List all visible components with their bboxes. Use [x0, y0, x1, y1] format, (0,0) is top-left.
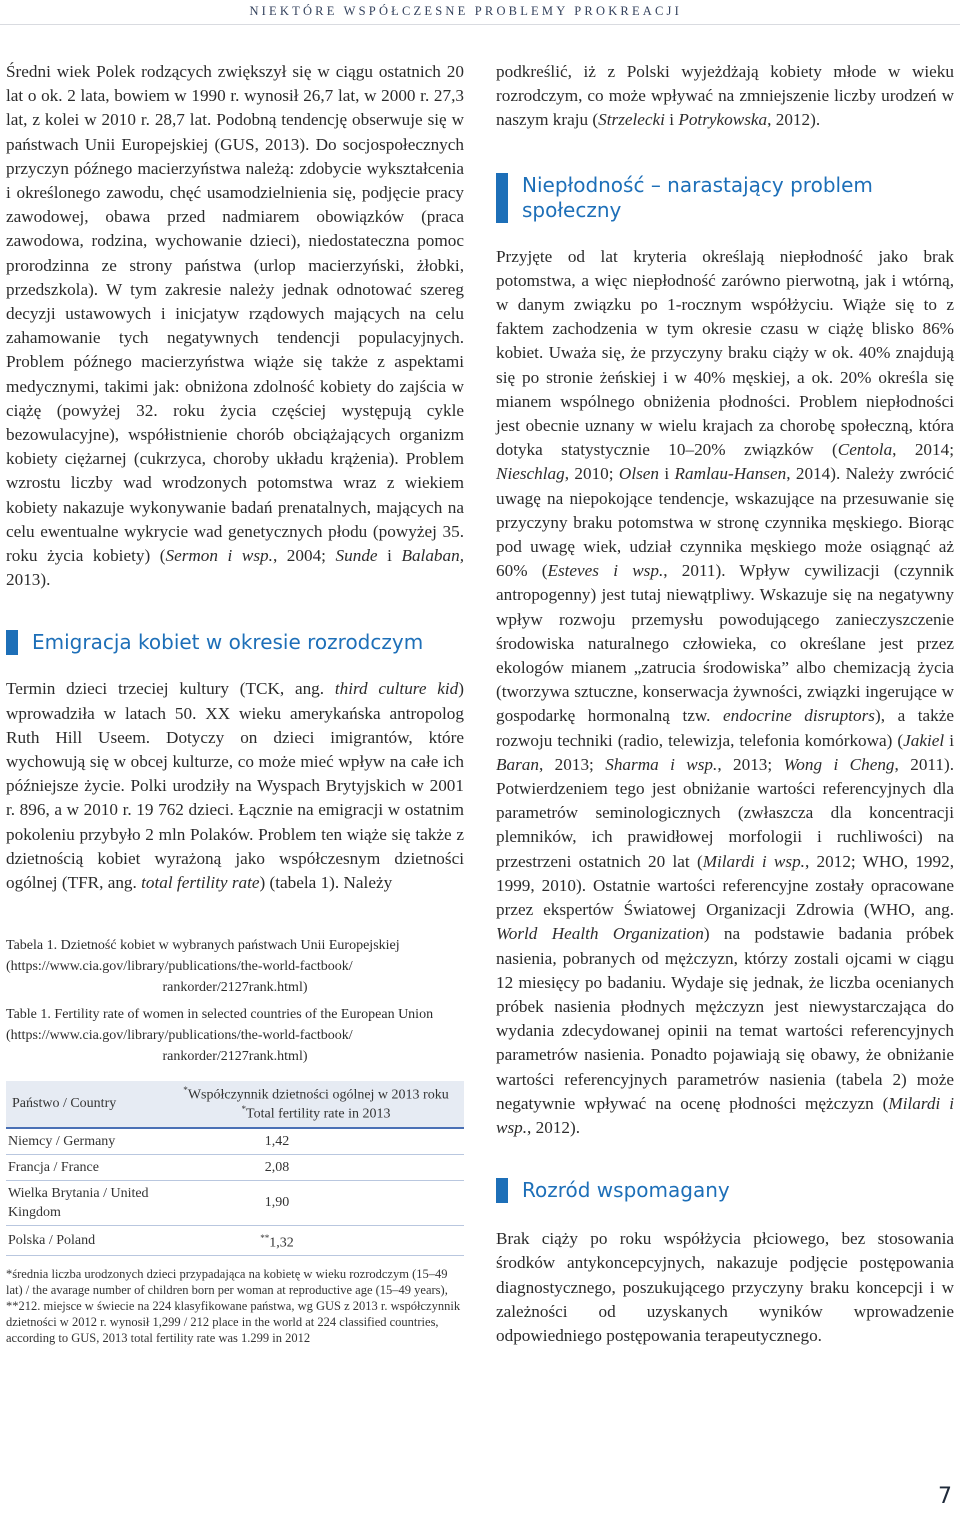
fertility-table: [6, 1081, 464, 1256]
cell-country: Wielka Brytania / United Kingdom: [6, 1180, 168, 1225]
cell-value: 2,08: [168, 1154, 464, 1180]
paragraph-late-motherhood: Średni wiek Polek rodzących zwiększył się w ciągu ostatnich 20 lat o ok. 2 lata, bowiem w 1990 r. wynosił 26,7 lat, w 2000 r. 27,3 lat, z kolei w 2010 r. 28,7 lat. Podobną tendencję obserwuje się w państwach Unii Europejskiej (GUS, 2013). Do socjospołecznych przyczyn późnego macierzyństwa należą: zdobycie wykształcenia i określonego zawodu, chęć usamodzielnienia się, podjęcie pracy zawodowej, obawa przed nadmiarem obowiązków (praca zawodowa, rodzina, wychowanie dzieci), niedostateczna pomoc prorodzinna ze strony państwa (urlop macierzyński, żłobki, przedszkola). W tym zakresie należy jednak odnotować szereg decyzji ustawowych i inicjatyw rządowych mających na celu zahamowanie tych negatywnych tendencji populacyjnych. Problem późnego macierzyństwa wiąże się także z aspektami medycznymi, takimi jak: obniżona zdolność kobiety do zajścia w ciążę (powyżej 32. roku życia częściej występują cykle bezowulacyjne), współistnienie chorób obciążających organizm kobiety ciężarnej (cukrzyca, choroby układu krążenia). Problem wzrostu liczby wad wrodzonych potomstwa wraz z wiekiem kobiety nakazuje wykonywanie badań prenatalnych, mających na celu ewentualne wykrycie wad genetycznych płodu (powyżej 35. roku życia kobiety) (Sermon i wsp., 2004; Sunde i Balaban, 2013).: [6, 62, 465, 590]
table-row: [6, 1180, 464, 1225]
paragraph-emigration: Termin dzieci trzeciej kultury (TCK, ang. third culture kid) wprowadziła w latach 50. XX wieku amerykańska antropolog Ruth Hill Useem. Dotyczy on dzieci imigrantów, które wychowują się w obcej kulturze, co może mieć wpływ na całe ich późniejsze życie. Polki urodziły na Wyspach Brytyjskich w 2001 r. 896, a w 2010 r. 19 762 dzieci. Łącznie na emigracji w ostatnim pokoleniu przybyło 2 mln Polaków. Problem ten wiąże się także z dzietnością kobiet wyrażoną jako współczesnym dzietności ogólnej (TFR, ang. total fertility rate) (tabela 1). Należy: [6, 679, 464, 893]
footnote-asterisk: *średnia liczba urodzonych dzieci przypadająca na kobietę w wieku rozrodczym (15–49 lat) / the avarage number of children born per woman at reproductive age (15–49 years),: [6, 1267, 448, 1298]
heading-emigration: Emigracja kobiet w okresie rozrodczym: [6, 630, 464, 655]
table-caption-en: Table 1. Fertility rate of women in selected countries of the European Union (https://www.cia.gov/library/publications/the-world-factbook/ rankorder/2127rank.html): [6, 1007, 434, 1065]
paragraph-assisted-reproduction: Brak ciąży po roku współżycia płciowego, bez stosowania środków antykoncepcyjnych, nakazuje podjęcie postępowania diagnostycznego, poszukującego przyczyny braku koncepcji i w zależności od uzyskanych wyników wprowadzenie odpowiedniego postępowania terapeutycznego.: [496, 1229, 954, 1345]
cell-country: Francja / France: [6, 1154, 168, 1180]
right-column: [496, 60, 954, 1348]
cell-country: Polska / Poland: [6, 1225, 168, 1256]
heading-bar-icon: [496, 173, 508, 223]
heading-bar-icon: [6, 630, 18, 655]
table-caption-pl: Tabela 1. Dzietność kobiet w wybranych państwach Unii Europejskiej (https://www.cia.gov/library/publications/the-world-factbook/ rankorder/2127rank.html): [6, 938, 400, 996]
cell-value: 1,90: [168, 1180, 464, 1225]
paragraph-infertility: Przyjęte od lat kryteria określają niepłodność jako brak potomstwa, a więc niepłodność zarówno pierwotną, jak i wtórną, w danym związku po 1-rocznym współżyciu. Wiąże się to z faktem zachodzenia w tym okresie czasu w ciążę blisko 86% kobiet. Uważa się, że przyczyny braku ciąży w ok. 40% znajdują się po stronie żeńskiej i w 40% męskiej, a ok. 20% określa się mianem wspólnego obniżenia płodności. Problem niepłodności jest obecnie uznany w wielu krajach za chorobę społeczną, która dotyka statystycznie 10–20% związków (Centola, 2014; Nieschlag, 2010; Olsen i Ramlau-Hansen, 2014). Należy zwrócić uwagę na niepokojące tendencje, wskazujące na przesuwanie się przyczyny braku potomstwa w stronę czynnika męskiego. Biorąc pod uwagę wiek, udział czynnika męskiego może osiągnąć aż 60% (Esteves i wsp., 2011). Wpływ cywilizacji (czynnik antropogenny) jest tutaj niewątpliwy. Wskazuje się na negatywny wpływ rozwoju przemysłu powodującego zanieczyszczenie środowiska naturalnego człowieka, co określane jest przez ekologów mianem „zatrucia środowiska” albo chemizacją życia (tworzywa sztuczne, konserwacja żywności, związki ingerujące w gospodarkę hormonalną tzw. endocrine disruptors), a także rozwoju techniki (radio, telewizja, telefonia komórkowa) (Jakiel i Baran, 2013; Sharma i wsp., 2013; Wong i Cheng, 2011). Potwierdzeniem tego jest obniżanie wartości referencyjnych dla parametrów seminologicznych (zwłaszcza dla koncentracji plemników, ich prawidłowej morfologii i ruchliwości) na przestrzeni ostatnich 20 lat (Milardi i wsp., 2012; WHO, 1992, 1999, 2010). Ostatnie wartości referencyjne zostały opracowane przez ekspertów Światowej Organizacji Zdrowia (WHO, ang. World Health Organization) na podstawie badania próbek nasienia, pobranych od mężczyzn, którzy zostali ojcami w ciągu 12 miesięcy po badaniu. Wydaje się jednak, że liczba ocenianych próbek nasienia płodnych mężczyzn jest niewystarczająca do wydania zdecydowanej opinii na temat wartości referencyjnych parametrów nasienia. Ponadto pojawiają się obawy, że obniżanie wartości referencyjnych parametrów nasienia (tabela 2) może negatywnie wpływać na ocenę płodności mężczyzn (Milardi i wsp., 2012).: [496, 246, 955, 1137]
cell-value: **1,32: [168, 1225, 464, 1256]
heading-infertility: Niepłodność – narastający problem społeczny: [496, 173, 942, 223]
footnote-double-asterisk: **212. miejsce w świecie na 224 klasyfikowane państwa, wg GUS z 2013 r. współczynnik dzietności w 2012 r. wynosił 1,299 / 212 place in the world at 224 classified countries, according to GUS, 2013 total fertility rate was 1.299 in 2012: [6, 1299, 461, 1346]
left-column: [6, 60, 464, 1346]
col-header-tfr: *Współczynnik dzietności ogólnej w 2013 roku *Total fertility rate in 2013: [168, 1081, 464, 1127]
heading-assisted-reproduction: Rozród wspomagany: [496, 1178, 954, 1203]
cell-country: Niemcy / Germany: [6, 1128, 168, 1155]
page-number: 7: [938, 1484, 952, 1509]
heading-bar-icon: [496, 1178, 508, 1203]
table-row: [6, 1225, 464, 1256]
running-header: [0, 0, 960, 25]
table-header-row: [6, 1081, 464, 1127]
paragraph-emigration-cont: podkreślić, iż z Polski wyjeżdżają kobiety młode w wieku rozrodczym, co może wpływać na zmniejszenie liczby urodzeń w naszym kraju (Strzelecki i Potrykowska, 2012).: [496, 62, 954, 130]
running-title: NIEKTÓRE WSPÓŁCZESNE PROBLEMY PROKREACJI: [249, 4, 682, 18]
table-row: [6, 1154, 464, 1180]
cell-value: 1,42: [168, 1128, 464, 1155]
table-row: [6, 1128, 464, 1155]
col-header-country: Państwo / Country: [6, 1081, 168, 1127]
